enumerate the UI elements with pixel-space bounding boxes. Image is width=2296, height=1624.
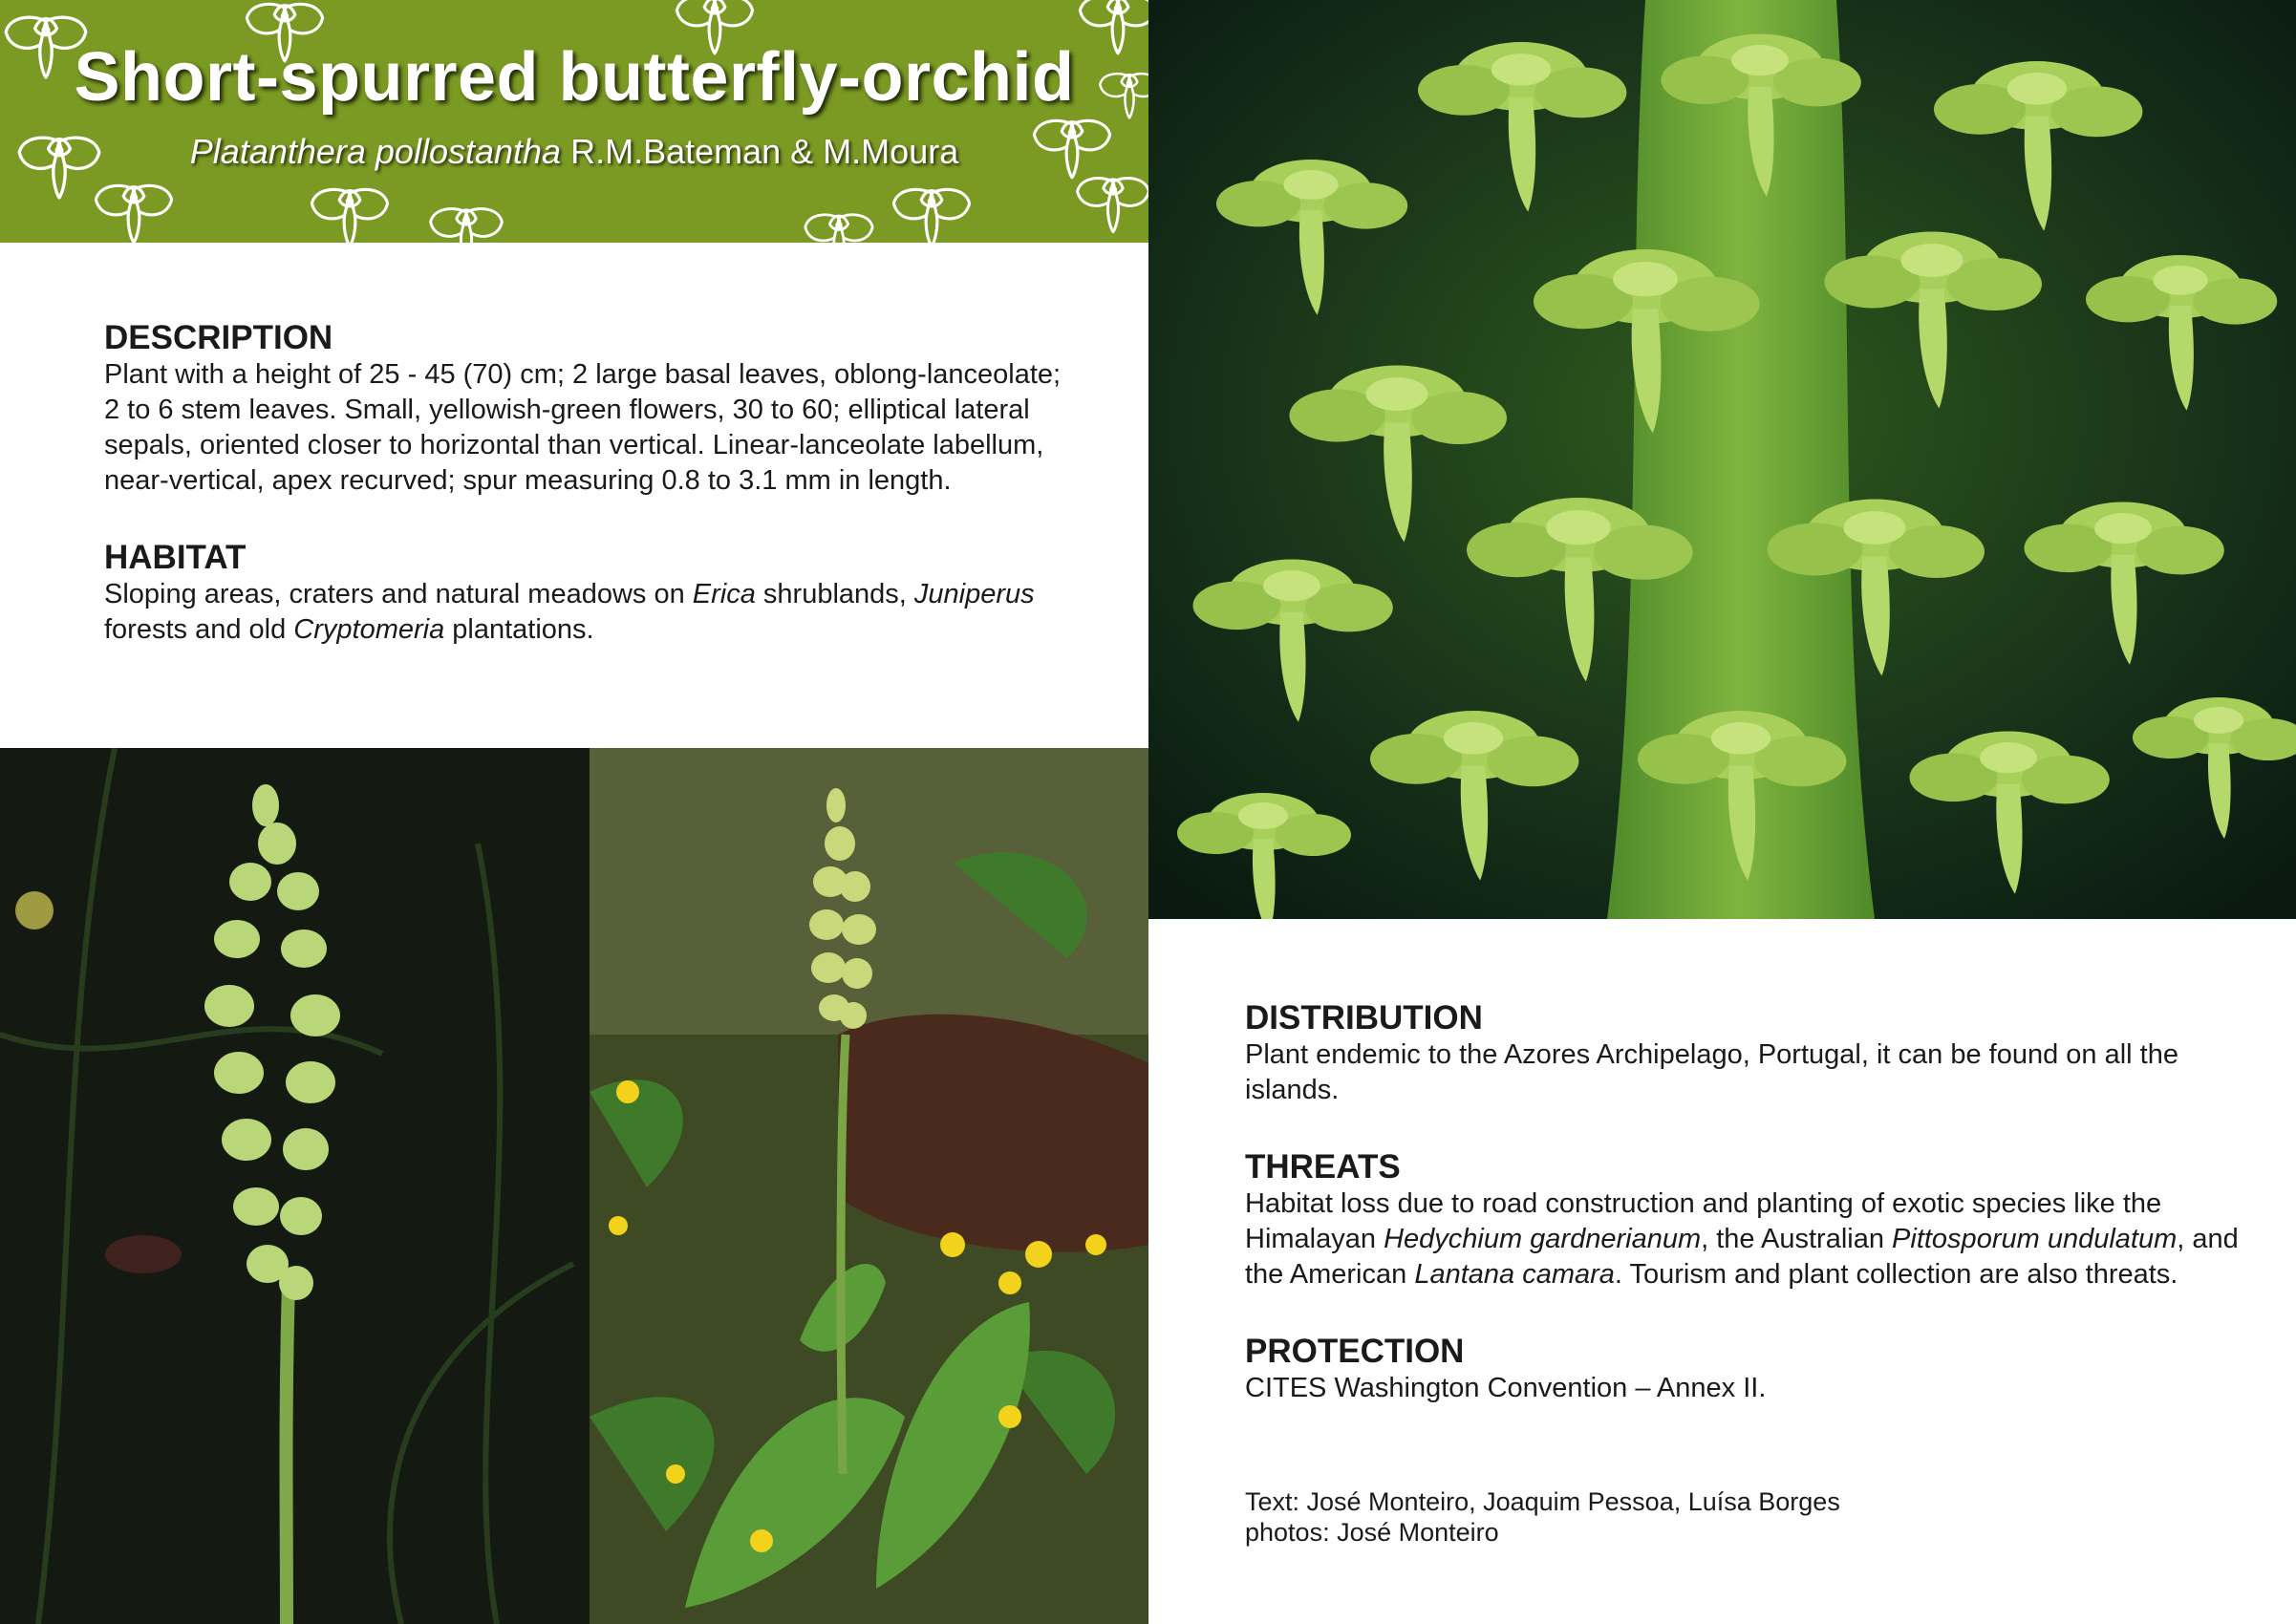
threats-taxon: Hedychium gardnerianum — [1384, 1224, 1702, 1254]
text-credit: Text: José Monteiro, Joaquim Pessoa, Luísa Borges — [1245, 1487, 1840, 1516]
protection-body: CITES Washington Convention – Annex II. — [1245, 1373, 1767, 1403]
habitat-taxon: Cryptomeria — [293, 614, 445, 645]
threats-taxon: Pittosporum undulatum — [1892, 1224, 2178, 1254]
header-banner — [0, 0, 1148, 243]
habitat-text: forests and old — [104, 614, 294, 645]
habitat-body — [104, 577, 1069, 648]
plant-habitat-photo — [590, 748, 1148, 1624]
flower-closeup-photo — [1148, 0, 2296, 919]
orchid-flower-pattern — [0, 0, 1148, 243]
habitat-taxon: Juniperus — [913, 579, 1035, 609]
habitat-text: plantations. — [444, 614, 594, 645]
protection-heading: PROTECTION — [1245, 1333, 1465, 1370]
threats-text: . Tourism and plant collection are also threats. — [1614, 1259, 2178, 1290]
left-text-column — [104, 319, 1069, 648]
threats-text: Habitat loss due to road construction and planting of exotic species like the Himalayan — [1245, 1188, 2162, 1254]
page-title: Short-spurred butterfly-orchid — [74, 39, 1075, 116]
right-text-column — [1245, 999, 2248, 1406]
distribution-heading: DISTRIBUTION — [1245, 999, 1483, 1036]
threats-taxon: Lantana camara — [1414, 1259, 1615, 1290]
description-heading: DESCRIPTION — [104, 319, 333, 356]
description-body: Plant with a height of 25 - 45 (70) cm; 2 large basal leaves, oblong-lanceolate; 2 to 6 stem leaves. Small, yellowish-green flowers, 30 to 60; elliptical lateral sepals, oriented closer to horizontal than vertical. Linear-lanceolate labellum, near-vertical, apex recurved; spur measuring 0.8 to 3.1 mm in length. — [104, 359, 1062, 496]
threats-text: , and the American — [1245, 1224, 2239, 1290]
habitat-taxon: Erica — [692, 579, 756, 609]
habitat-text: shrublands, — [755, 579, 914, 609]
threats-body — [1245, 1186, 2248, 1293]
habitat-heading: HABITAT — [104, 539, 247, 576]
distribution-body: Plant endemic to the Azores Archipelago, Portugal, it can be found on all the islands. — [1245, 1039, 2178, 1105]
habitat-text: Sloping areas, craters and natural meadows on — [104, 579, 693, 609]
authority: R.M.Bateman & M.Moura — [570, 132, 959, 171]
threats-heading: THREATS — [1245, 1148, 1401, 1186]
species-subtitle — [0, 132, 1148, 172]
credits — [1245, 1486, 2105, 1548]
flower-spike-photo — [0, 748, 590, 1624]
photo-credit: photos: José Monteiro — [1245, 1518, 1499, 1547]
scientific-name: Platanthera pollostantha — [189, 132, 562, 171]
threats-text: , the Australian — [1701, 1224, 1893, 1254]
